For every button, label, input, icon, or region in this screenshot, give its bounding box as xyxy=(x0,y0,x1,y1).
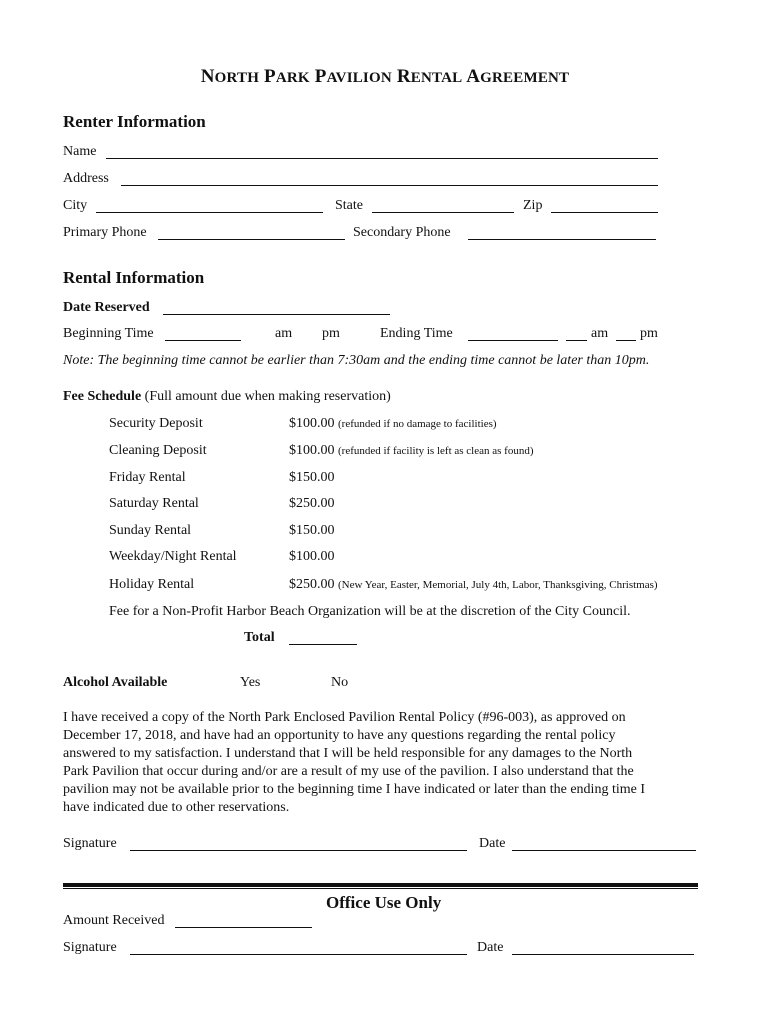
fee-item-amount: $100.00 xyxy=(289,549,335,564)
office-signature-label: Signature xyxy=(63,940,117,955)
fee-item-amount: $250.00 (New Year, Easter, Memorial, July 4th, Labor, Thanksgiving, Christmas) xyxy=(289,577,658,592)
agreement-paragraph xyxy=(63,709,703,817)
beginning-pm-label: pm xyxy=(322,326,340,341)
city-label: City xyxy=(63,198,88,213)
beginning-time-label: Beginning Time xyxy=(63,326,154,341)
zip-label: Zip xyxy=(523,198,543,213)
ending-time-label: Ending Time xyxy=(380,326,453,341)
total-label: Total xyxy=(244,630,275,645)
total-field[interactable] xyxy=(289,644,357,645)
date-field[interactable] xyxy=(512,850,696,851)
fee-item-amount: $250.00 xyxy=(289,496,335,511)
zip-field[interactable] xyxy=(551,212,658,213)
fee-item-amount: $100.00 (refunded if facility is left as clean as found) xyxy=(289,443,534,458)
primary-phone-field[interactable] xyxy=(158,239,345,240)
ending-pm-label: pm xyxy=(640,326,658,341)
agreement-line: Park Pavilion that occur during and/or are a result of my use of the pavilion. I also understand that the xyxy=(63,764,634,779)
fee-schedule-heading: Fee Schedule (Full amount due when making reservation) xyxy=(63,389,391,404)
secondary-phone-field[interactable] xyxy=(468,239,656,240)
ending-time-field[interactable] xyxy=(468,340,558,341)
fee-item-label: Saturday Rental xyxy=(109,496,199,511)
ending-am-label: am xyxy=(591,326,609,341)
signature-label: Signature xyxy=(63,836,117,851)
fee-item-amount: $100.00 (refunded if no damage to facilities) xyxy=(289,416,497,431)
primary-phone-label: Primary Phone xyxy=(63,225,147,240)
office-heading: Office Use Only xyxy=(326,893,442,912)
date-reserved-label: Date Reserved xyxy=(63,300,150,315)
state-label: State xyxy=(335,198,363,213)
office-signature-field[interactable] xyxy=(130,954,467,955)
name-label: Name xyxy=(63,144,97,159)
rental-heading: Rental Information xyxy=(63,268,205,287)
agreement-line: have indicated due to other reservations. xyxy=(63,800,290,815)
alcohol-no-option[interactable]: No xyxy=(331,675,349,690)
office-date-label: Date xyxy=(477,940,504,955)
state-field[interactable] xyxy=(372,212,514,213)
ending-pm-checkbox[interactable] xyxy=(616,340,636,341)
fee-item-label: Cleaning Deposit xyxy=(109,443,207,458)
date-reserved-field[interactable] xyxy=(163,314,390,315)
beginning-am-label: am xyxy=(275,326,293,341)
fee-item-amount: $150.00 xyxy=(289,470,335,485)
signature-field[interactable] xyxy=(130,850,467,851)
section-divider-thin xyxy=(63,888,698,889)
fee-item-label: Friday Rental xyxy=(109,470,186,485)
alcohol-label: Alcohol Available xyxy=(63,675,168,690)
renter-heading: Renter Information xyxy=(63,112,206,131)
fee-item-label: Security Deposit xyxy=(109,416,203,431)
agreement-line: answered to my satisfaction. I understand that I will be held responsible for any damages to the North xyxy=(63,746,633,761)
document-title: NORTH PARK PAVILION RENTAL AGREEMENT xyxy=(200,66,570,87)
agreement-line: pavilion may not be available prior to the beginning time I have indicated or later than the ending time I xyxy=(63,782,645,797)
nonprofit-note: Fee for a Non-Profit Harbor Beach Organization will be at the discretion of the City Council. xyxy=(109,604,631,619)
address-field[interactable] xyxy=(121,185,658,186)
secondary-phone-label: Secondary Phone xyxy=(353,225,451,240)
ending-am-checkbox[interactable] xyxy=(566,340,587,341)
agreement-line: I have received a copy of the North Park Enclosed Pavilion Rental Policy (#96-003), as approved on xyxy=(63,710,626,725)
office-date-field[interactable] xyxy=(512,954,694,955)
time-note: Note: The beginning time cannot be earlier than 7:30am and the ending time cannot be later than 10pm. xyxy=(63,353,650,368)
alcohol-yes-option[interactable]: Yes xyxy=(240,675,261,690)
agreement-line: December 17, 2018, and have had an opportunity to have any questions regarding the rental policy xyxy=(63,728,616,743)
section-divider xyxy=(63,883,698,887)
beginning-time-field[interactable] xyxy=(165,340,241,341)
amount-received-field[interactable] xyxy=(175,927,312,928)
city-field[interactable] xyxy=(96,212,323,213)
fee-item-label: Weekday/Night Rental xyxy=(109,549,237,564)
date-label: Date xyxy=(479,836,506,851)
amount-received-label: Amount Received xyxy=(63,913,165,928)
fee-item-label: Sunday Rental xyxy=(109,523,192,538)
fee-item-label: Holiday Rental xyxy=(109,577,195,592)
address-label: Address xyxy=(63,171,109,186)
name-field[interactable] xyxy=(106,158,658,159)
fee-item-amount: $150.00 xyxy=(289,523,335,538)
